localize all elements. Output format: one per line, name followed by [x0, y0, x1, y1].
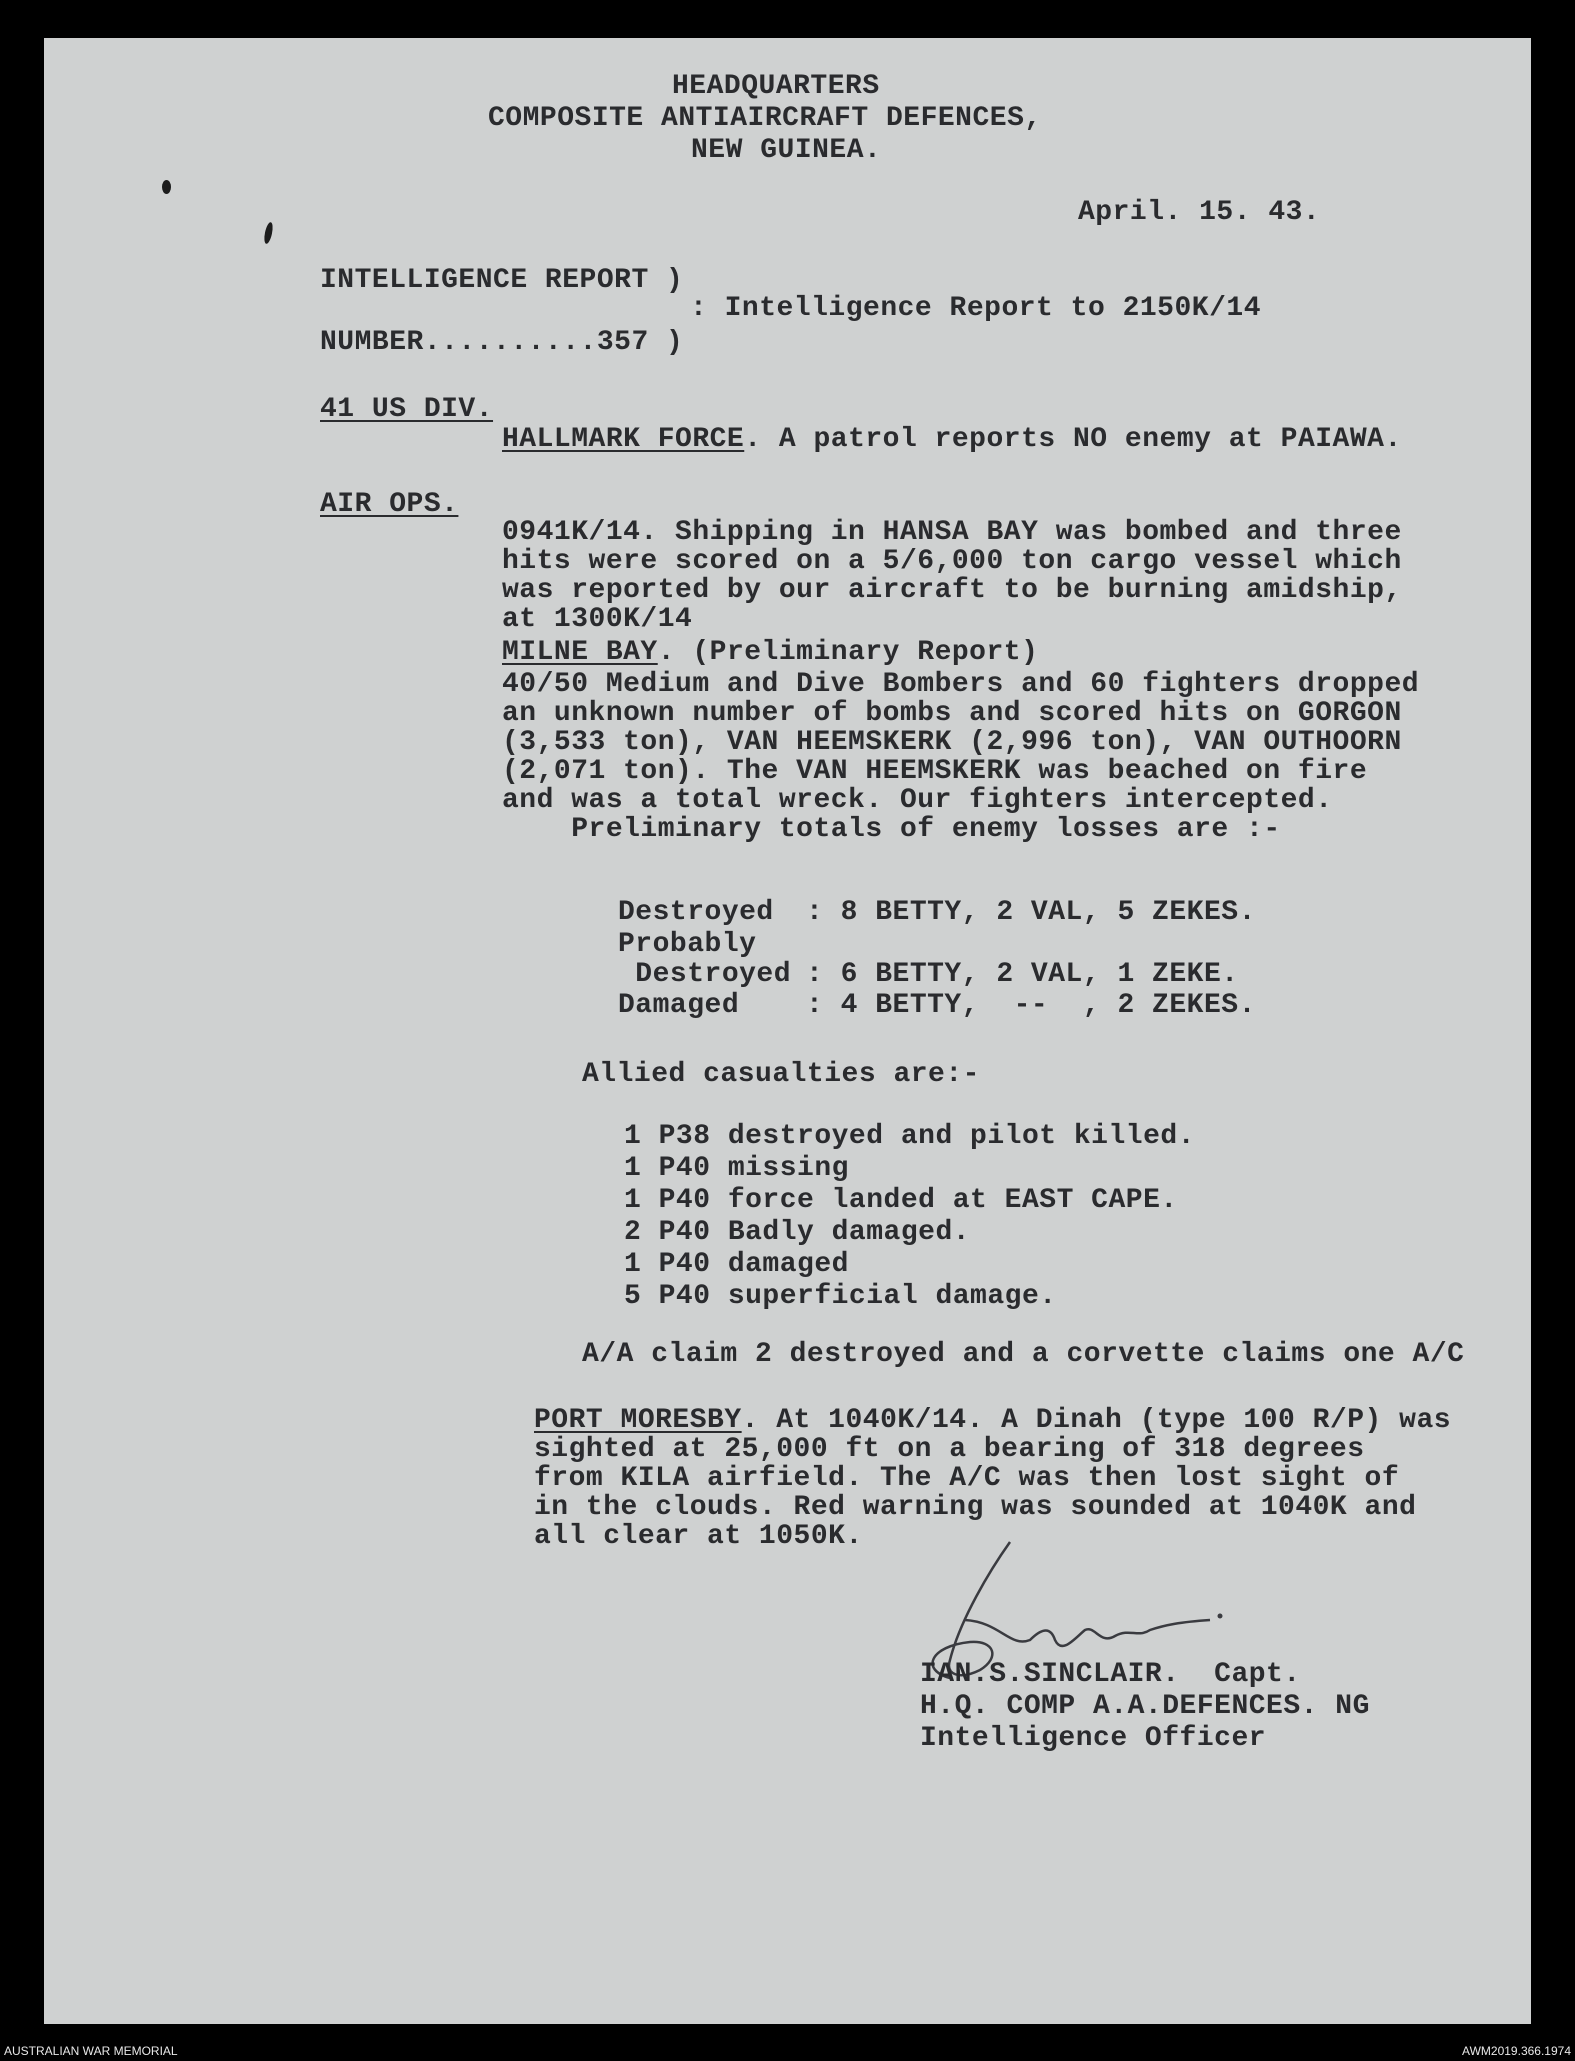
signatory-name: IAN.S.SINCLAIR. Capt.: [920, 1659, 1301, 1690]
allied-casualty-item: 5 P40 superficial damage.: [624, 1281, 1057, 1312]
air-ops-paragraph-line: 0941K/14. Shipping in HANSA BAY was bombed and three: [502, 517, 1402, 548]
allied-casualty-item: 1 P40 force landed at EAST CAPE.: [624, 1185, 1178, 1216]
losses-value: : 8 BETTY, 2 VAL, 5 ZEKES.: [806, 897, 1256, 928]
air-ops-paragraph-line: hits were scored on a 5/6,000 ton cargo vessel which: [502, 546, 1402, 577]
section-heading-41-us-div: 41 US DIV.: [320, 394, 494, 425]
port-moresby-first: . At 1040K/14. A Dinah (type 100 R/P) was: [741, 1405, 1452, 1436]
report-date: April. 15. 43.: [1078, 197, 1321, 228]
port-moresby-text-line: from KILA airfield. The A/C was then lost sight of: [534, 1463, 1400, 1494]
milne-bay-heading: MILNE BAY: [502, 637, 658, 668]
milne-bay-text-line: 40/50 Medium and Dive Bombers and 60 fighters dropped: [502, 669, 1420, 700]
allied-casualties-heading: Allied casualties are:-: [582, 1059, 980, 1090]
header-line-1: HEADQUARTERS: [672, 71, 880, 102]
losses-value: : 4 BETTY, -- , 2 ZEKES.: [806, 990, 1256, 1021]
port-moresby-text-line: sighted at 25,000 ft on a bearing of 318 degrees: [534, 1434, 1365, 1465]
milne-bay-text-line: Preliminary totals of enemy losses are :-: [502, 814, 1281, 845]
milne-bay-text-line: (3,533 ton), VAN HEEMSKERK (2,996 ton), VAN OUTHOORN: [502, 727, 1402, 758]
hallmark-force-line: [502, 425, 1402, 455]
report-number: NUMBER..........357 ): [320, 327, 684, 358]
allied-casualty-item: 1 P38 destroyed and pilot killed.: [624, 1121, 1195, 1152]
header-line-2: COMPOSITE ANTIAIRCRAFT DEFENCES,: [488, 103, 1042, 134]
port-moresby-heading: PORT MORESBY: [534, 1405, 742, 1436]
port-moresby-line: [534, 1406, 1451, 1436]
document-page: [44, 38, 1531, 2024]
header-line-3: NEW GUINEA.: [691, 135, 882, 166]
report-label-1: INTELLIGENCE REPORT ): [320, 265, 684, 296]
milne-bay-text-line: (2,071 ton). The VAN HEEMSKERK was beached on fire: [502, 756, 1368, 787]
losses-label: Damaged: [618, 990, 740, 1021]
air-ops-paragraph-line: at 1300K/14: [502, 604, 693, 635]
signatory-unit: H.Q. COMP A.A.DEFENCES. NG: [920, 1691, 1370, 1722]
hallmark-force-text: . A patrol reports NO enemy at PAIAWA.: [744, 424, 1402, 455]
hallmark-force-heading: HALLMARK FORCE: [502, 424, 745, 455]
milne-bay-subtitle: . (Preliminary Report): [657, 637, 1039, 668]
signatory-role: Intelligence Officer: [920, 1723, 1267, 1754]
milne-bay-line: [502, 638, 1038, 668]
section-heading-air-ops: AIR OPS.: [320, 489, 459, 520]
aa-claim-line: A/A claim 2 destroyed and a corvette claims one A/C: [582, 1339, 1465, 1370]
losses-label: Probably: [618, 929, 757, 960]
port-moresby-text-line: all clear at 1050K.: [534, 1521, 863, 1552]
losses-value: : 6 BETTY, 2 VAL, 1 ZEKE.: [806, 959, 1239, 990]
allied-casualty-item: 1 P40 missing: [624, 1153, 849, 1184]
losses-label: Destroyed: [618, 959, 792, 990]
air-ops-paragraph-line: was reported by our aircraft to be burning amidship,: [502, 575, 1402, 606]
milne-bay-text-line: and was a total wreck. Our fighters intercepted.: [502, 785, 1333, 816]
port-moresby-text-line: in the clouds. Red warning was sounded at 1040K and: [534, 1492, 1417, 1523]
losses-label: Destroyed: [618, 897, 774, 928]
allied-casualty-item: 2 P40 Badly damaged.: [624, 1217, 971, 1248]
margin-ink-mark: [162, 180, 171, 194]
allied-casualty-item: 1 P40 damaged: [624, 1249, 849, 1280]
footer-credit: AUSTRALIAN WAR MEMORIAL: [4, 2044, 178, 2058]
footer-accession-number: AWM2019.366.1974: [1462, 2044, 1571, 2058]
report-label-mid: : Intelligence Report to 2150K/14: [690, 293, 1261, 324]
milne-bay-text-line: an unknown number of bombs and scored hits on GORGON: [502, 698, 1402, 729]
